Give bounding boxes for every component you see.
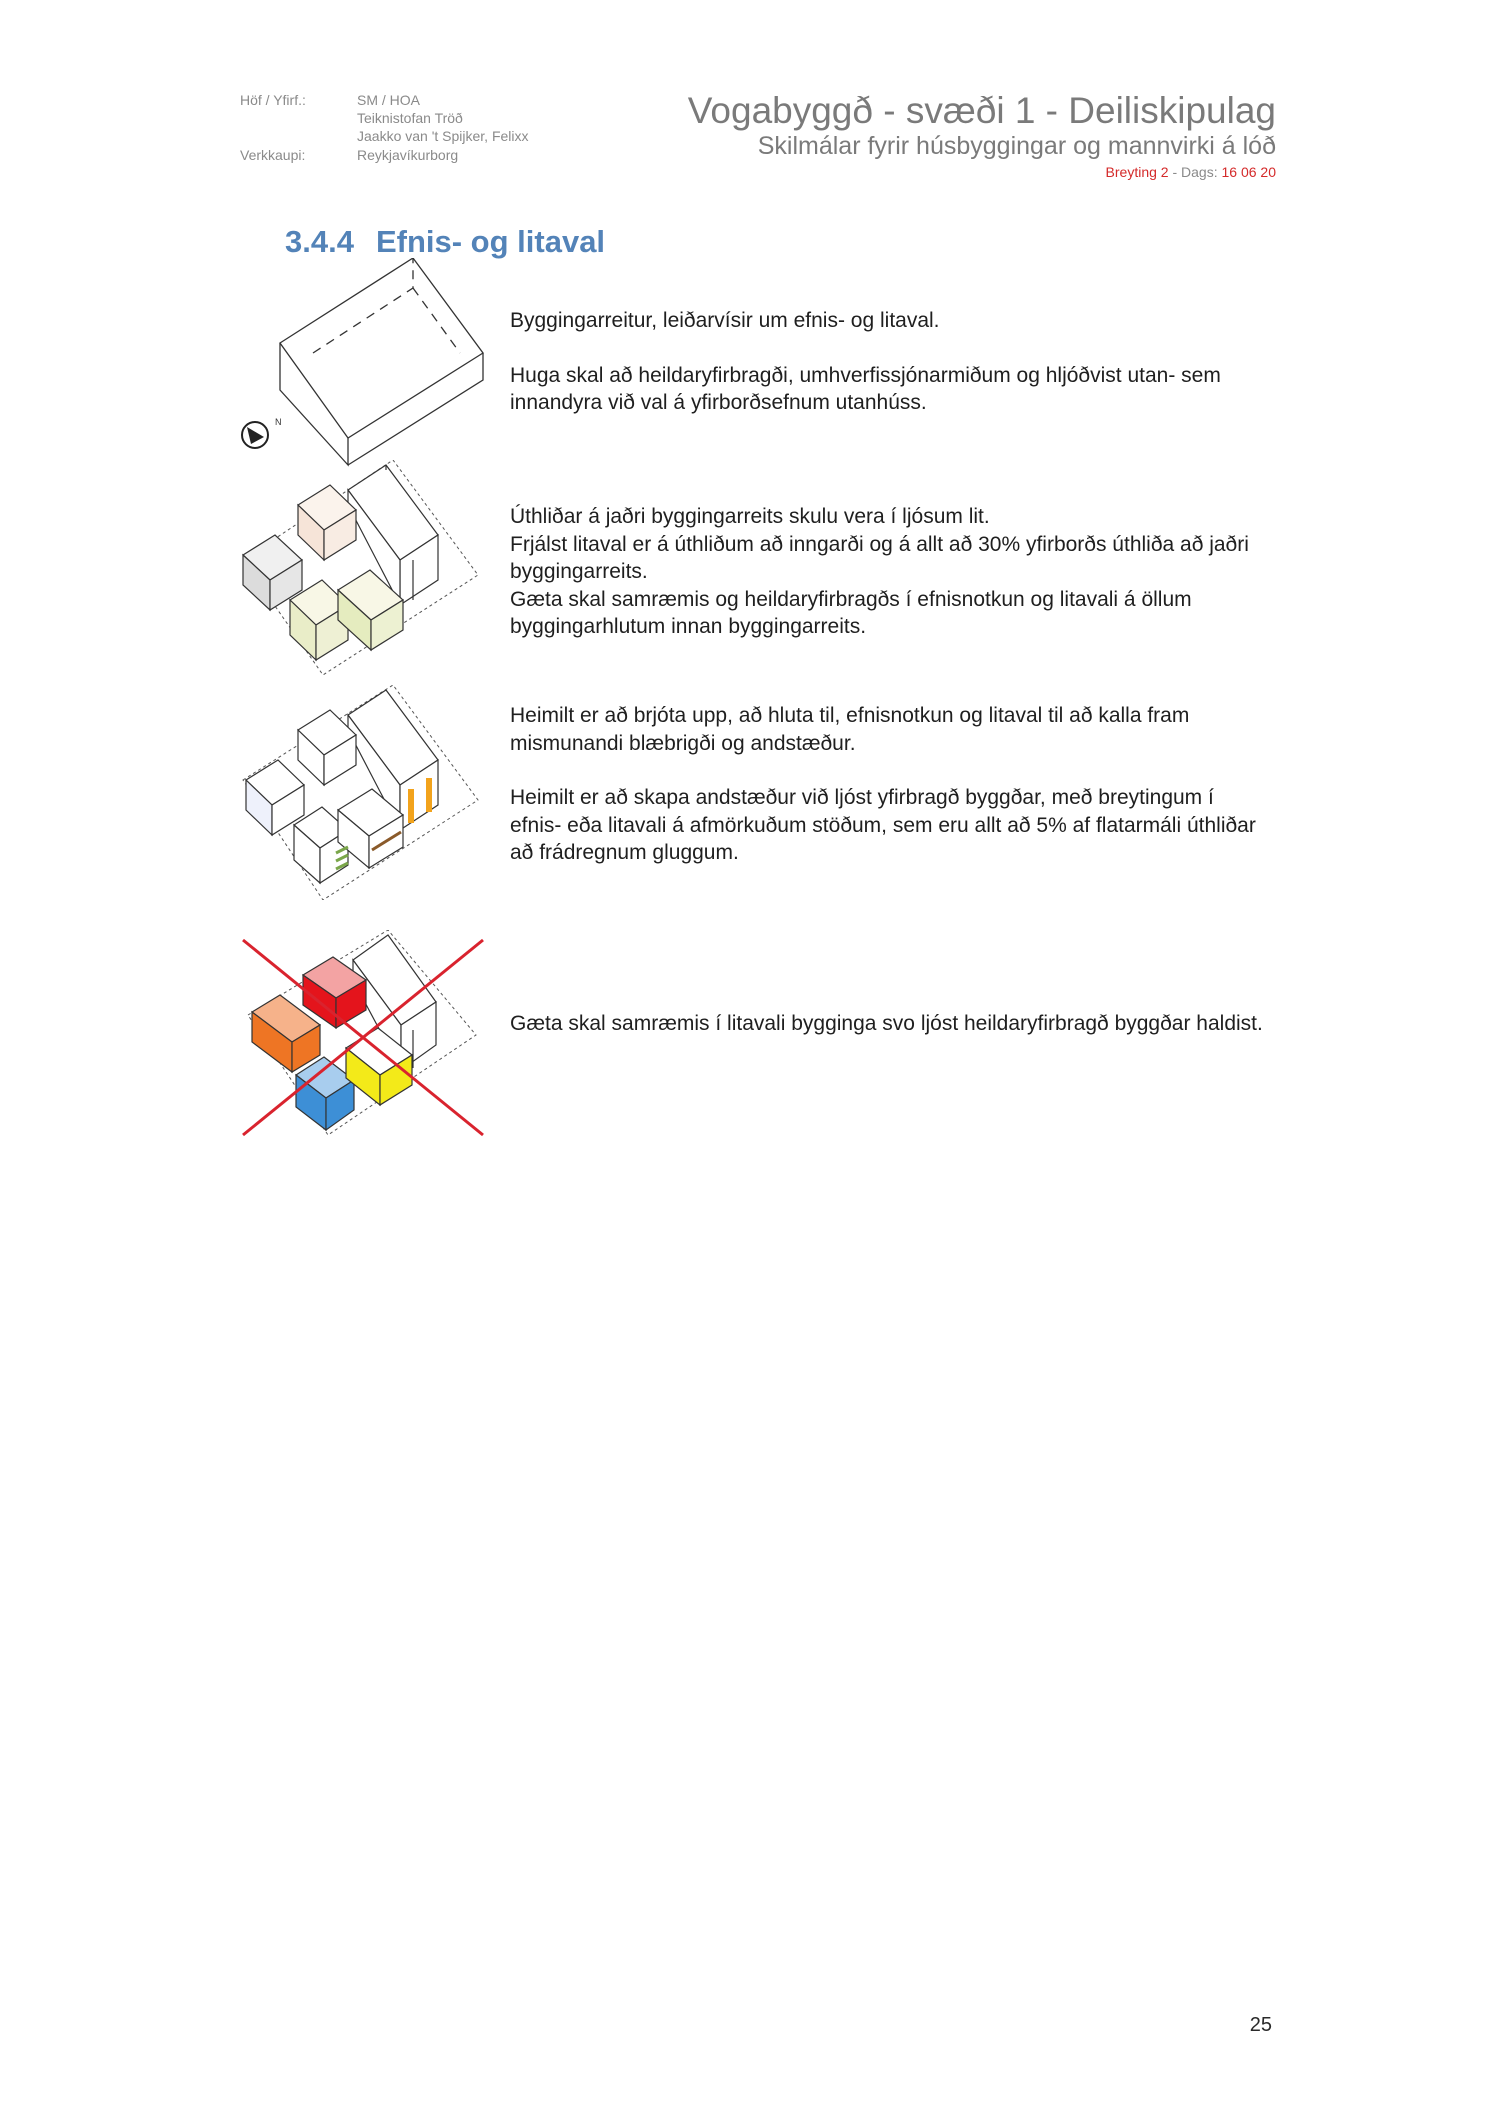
text-block-2 <box>510 503 1270 641</box>
client-label: Verkkaupi: <box>240 147 306 163</box>
compass-label: N <box>275 417 282 427</box>
accent-variation-figure <box>238 685 488 900</box>
revision-label: Breyting 2 <box>1105 164 1169 180</box>
text-block-1 <box>510 307 1270 417</box>
text-block-4 <box>510 1010 1270 1038</box>
author-line: Jaakko van 't Spijker, Felixx <box>357 128 529 144</box>
paragraph: Heimilt er að brjóta upp, að hluta til, efnisnotkun og litaval til að kalla fram mismunandi blæbrigði og andstæður. <box>510 704 1190 755</box>
building-plot-figure <box>238 258 488 468</box>
text-block-3 <box>510 702 1270 867</box>
document-subtitle: Skilmálar fyrir húsbyggingar og mannvirki á lóð <box>757 132 1276 160</box>
light-colours-figure <box>238 460 488 675</box>
revision-info <box>1106 164 1276 180</box>
client-value: Reykjavíkurborg <box>357 147 459 163</box>
document-title: Vogabyggð - svæði 1 - Deiliskipulag <box>687 90 1276 131</box>
paragraph: Huga skal að heildaryfirbragði, umhverfissjónarmiðum og hljóðvist utan- sem innandyra við val á yfirborðsefnum utanhúss. <box>510 363 1221 414</box>
paragraph: Byggingarreitur, leiðarvísir um efnis- og litaval. <box>510 309 940 332</box>
paragraph: Gæta skal samræmis í litavali bygginga svo ljóst heildaryfirbragð byggðar haldist. <box>510 1012 1263 1035</box>
paragraph: Frjálst litaval er á úthliðum að inngarði og á allt að 30% yfirborðs úthliða að jaðri byggingarreits. <box>510 532 1249 583</box>
revision-separator: - Dags: <box>1168 164 1222 180</box>
north-arrow-icon <box>242 417 282 448</box>
section-heading <box>285 224 605 260</box>
page-number: 25 <box>1249 2014 1272 2036</box>
revision-date: 16 06 20 <box>1221 164 1276 180</box>
author-label: Höf / Yfirf.: <box>240 92 306 108</box>
section-title: Efnis- og litaval <box>375 224 606 259</box>
author-line: Teiknistofan Tröð <box>357 110 463 126</box>
section-number: 3.4.4 <box>285 224 354 259</box>
paragraph: Úthliðar á jaðri byggingarreits skulu vera í ljósum lit. <box>510 505 990 528</box>
paragraph: Heimilt er að skapa andstæður við ljóst yfirbragð byggðar, með breytingum í efnis- eða litavali á afmörkuðum stöðum, sem eru allt að 5% af flatarmáli úthliðar að frádregnum gluggum. <box>510 786 1256 864</box>
paragraph: Gæta skal samræmis og heildaryfirbragðs í efnisnotkun og litavali á öllum byggingarhlutum innan byggingarreits. <box>510 587 1192 638</box>
not-allowed-colours-figure <box>238 930 488 1145</box>
author-line: SM / HOA <box>357 92 421 108</box>
